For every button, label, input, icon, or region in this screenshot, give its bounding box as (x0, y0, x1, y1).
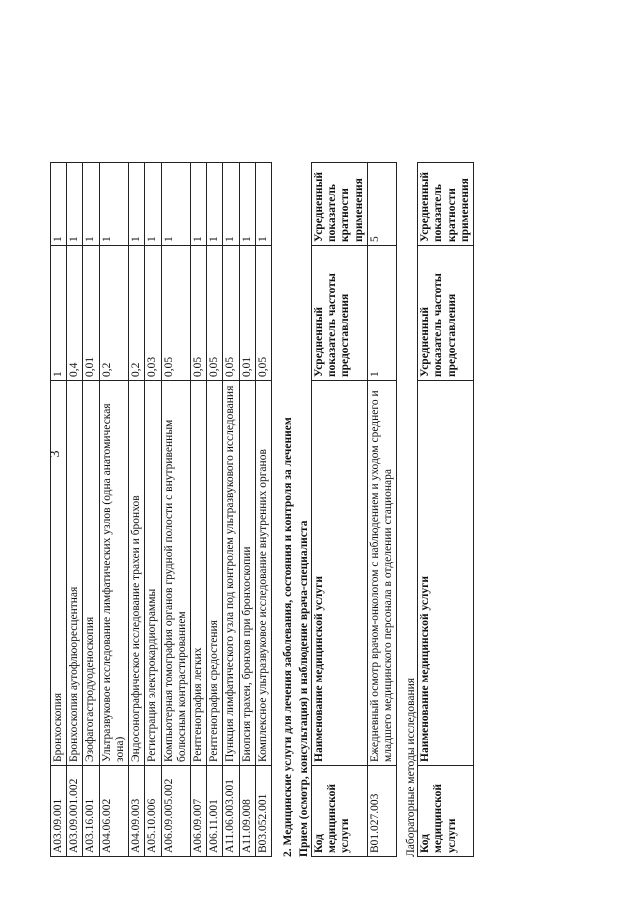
service-frequency: 0,05 (207, 246, 223, 381)
header-frequency: Усредненный показатель частоты предоставления (418, 246, 474, 381)
service-name: Ежедневный осмотр врачом-онкологом с наблюдением и уходом среднего и младшего медицинского персонала в отделении стационара (367, 381, 396, 766)
section-2-title: 2. Медицинские услуги для лечения заболевания, состояния и контроля за лечением (282, 417, 295, 857)
service-code: A03.16.001 (83, 766, 99, 857)
table-row (255, 163, 271, 857)
service-multiplicity: 5 (367, 163, 396, 246)
header-name: Наименование медицинской услуги (311, 381, 367, 766)
table-row (67, 163, 83, 857)
table-row (83, 163, 99, 857)
service-frequency: 0,05 (161, 246, 190, 381)
service-multiplicity: 1 (67, 163, 83, 246)
service-code: A05.10.006 (145, 766, 161, 857)
service-frequency: 0,01 (239, 246, 255, 381)
service-name: Компьютерная томография органов грудной полости с внутривенным болюсным контрастированием (161, 381, 190, 766)
specialist-table (311, 162, 397, 857)
service-name: Эзофагогастродуоденоскопия (83, 381, 99, 766)
header-multiplicity: Усредненный показатель кратности применения (418, 163, 474, 246)
section-2-subtitle: Прием (осмотр, консультация) и наблюдение врача-специалиста (297, 520, 310, 857)
service-name: Регистрация электрокардиограммы (145, 381, 161, 766)
service-name: Эндосонографическое исследование трахеи и бронхов (129, 381, 145, 766)
service-frequency: 1 (51, 246, 67, 381)
service-frequency: 1 (367, 246, 396, 381)
services-table (50, 162, 272, 857)
service-frequency: 0,05 (190, 246, 206, 381)
service-name: Комплексное ультразвуковое исследование внутренних органов (255, 381, 271, 766)
page-number: 3 (48, 450, 63, 458)
service-multiplicity: 1 (145, 163, 161, 246)
service-code: A06.09.007 (190, 766, 206, 857)
table-header-row (418, 163, 474, 857)
service-multiplicity: 1 (129, 163, 145, 246)
service-frequency: 0,4 (67, 246, 83, 381)
service-frequency: 0,2 (129, 246, 145, 381)
header-frequency: Усредненный показатель частоты предоставления (311, 246, 367, 381)
service-code: A03.09.001 (51, 766, 67, 857)
service-code: A03.09.001.002 (67, 766, 83, 857)
header-name: Наименование медицинской услуги (418, 381, 474, 766)
service-name: Ультразвуковое исследование лимфатических узлов (одна анатомическая зона) (99, 381, 128, 766)
table-row (239, 163, 255, 857)
table-row (161, 163, 190, 857)
service-multiplicity: 1 (83, 163, 99, 246)
service-frequency: 0,2 (99, 246, 128, 381)
header-code: Код медицинской услуги (311, 766, 367, 857)
lab-table (417, 162, 474, 857)
service-code: A11.09.008 (239, 766, 255, 857)
header-code: Код медицинской услуги (418, 766, 474, 857)
service-name: Пункция лимфатического узла под контролем ультразвукового исследования (223, 381, 239, 766)
service-name: Рентгенография средостения (207, 381, 223, 766)
service-frequency: 0,05 (223, 246, 239, 381)
service-multiplicity: 1 (161, 163, 190, 246)
service-name: Биопсия трахеи, бронхов при бронхоскопии (239, 381, 255, 766)
service-multiplicity: 1 (239, 163, 255, 246)
service-frequency: 0,05 (255, 246, 271, 381)
service-name: Бронхоскопия аутофлюоресцентная (67, 381, 83, 766)
rotated-page-content (50, 47, 590, 857)
service-frequency: 0,01 (83, 246, 99, 381)
service-multiplicity: 1 (223, 163, 239, 246)
header-multiplicity: Усредненный показатель кратности применения (311, 163, 367, 246)
service-multiplicity: 1 (99, 163, 128, 246)
service-frequency: 0,03 (145, 246, 161, 381)
service-multiplicity: 1 (255, 163, 271, 246)
service-code: A11.06.003.001 (223, 766, 239, 857)
service-code: B03.052.001 (255, 766, 271, 857)
table-row (367, 163, 396, 857)
table-row (207, 163, 223, 857)
table-row (99, 163, 128, 857)
table-row (51, 163, 67, 857)
service-multiplicity: 1 (207, 163, 223, 246)
service-name: Рентгенография легких (190, 381, 206, 766)
table-header-row (311, 163, 367, 857)
section-3-title: Лабораторные методы исследования (405, 677, 418, 857)
service-multiplicity: 1 (190, 163, 206, 246)
table-row (223, 163, 239, 857)
table-row (145, 163, 161, 857)
service-name: Бронхоскопия (51, 381, 67, 766)
service-multiplicity: 1 (51, 163, 67, 246)
service-code: B01.027.003 (367, 766, 396, 857)
table-row (129, 163, 145, 857)
service-code: A04.09.003 (129, 766, 145, 857)
table-row (190, 163, 206, 857)
service-code: A06.09.005.002 (161, 766, 190, 857)
service-code: A06.11.001 (207, 766, 223, 857)
service-code: A04.06.002 (99, 766, 128, 857)
